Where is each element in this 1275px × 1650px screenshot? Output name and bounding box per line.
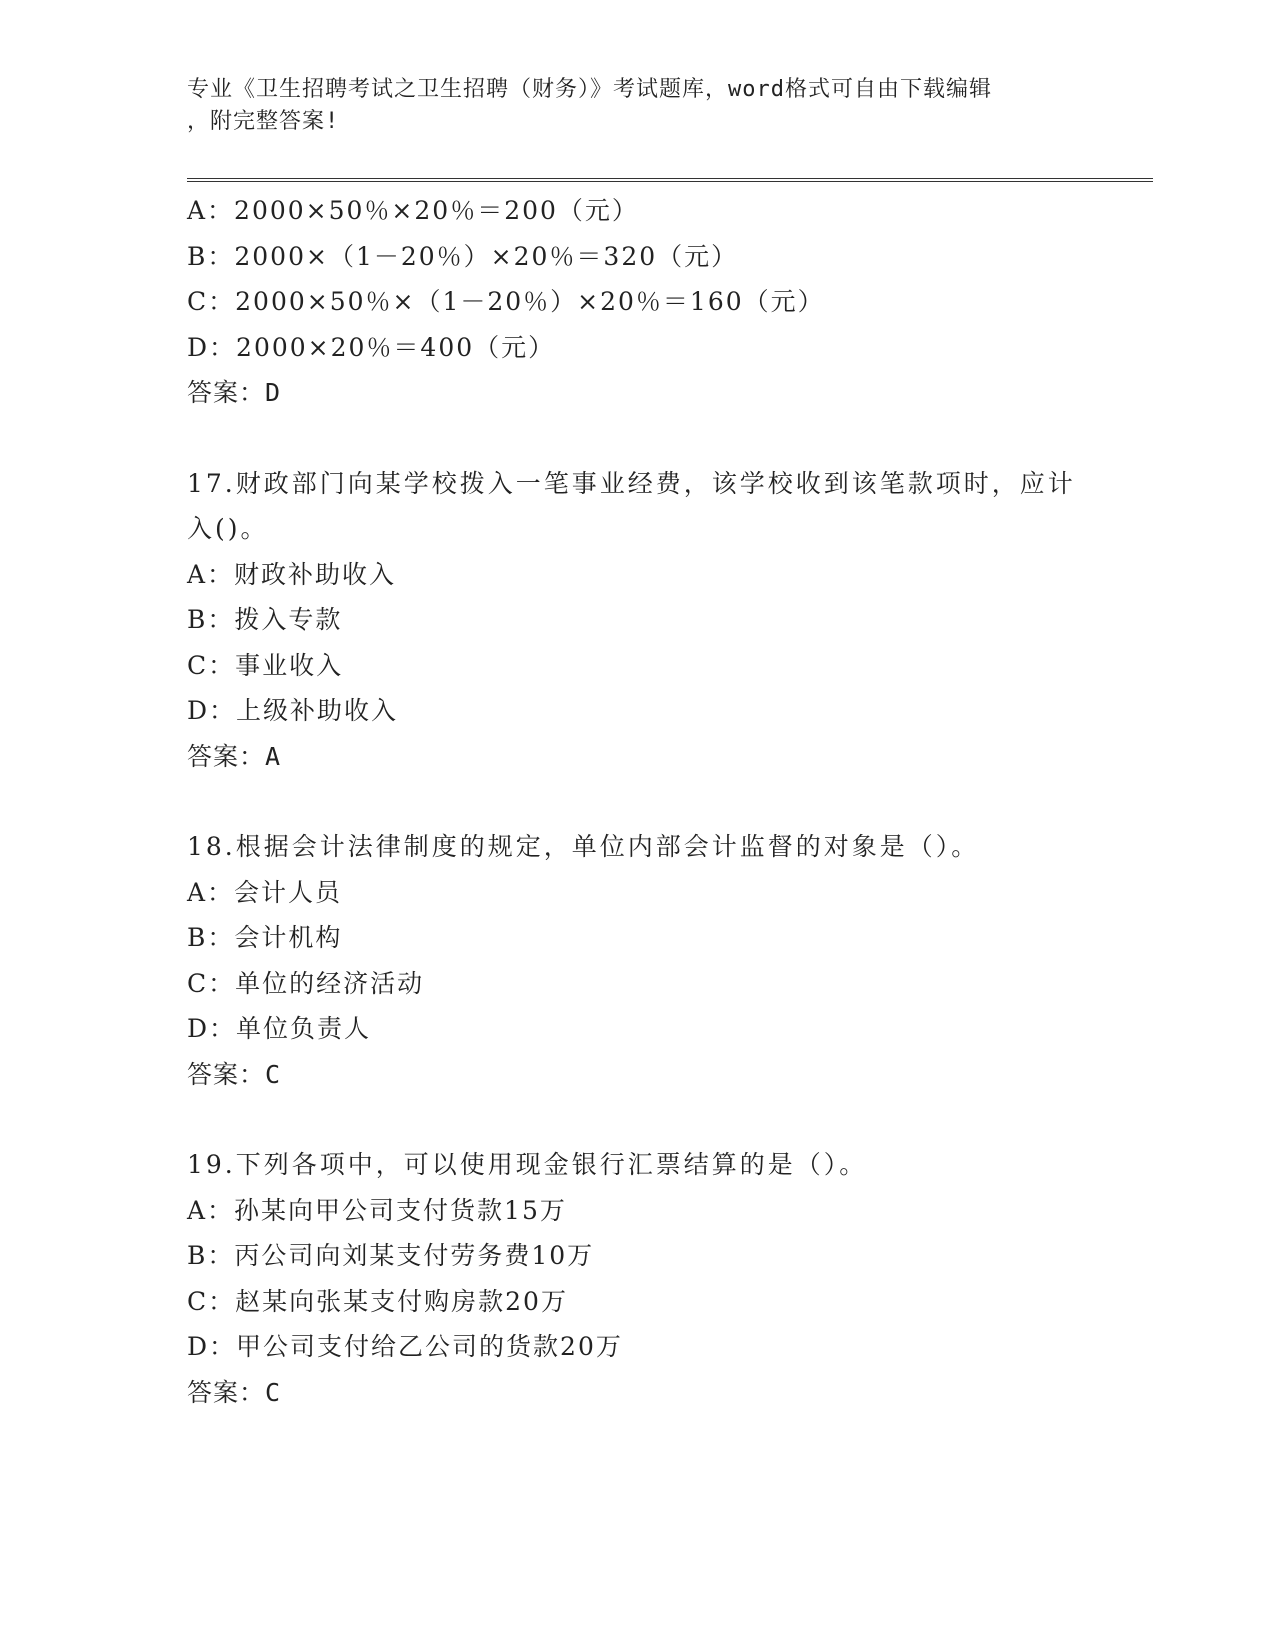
option-d: D：单位负责人 <box>187 1014 372 1043</box>
question-stem: 18.根据会计法律制度的规定，单位内部会计监督的对象是（）。 <box>187 832 980 861</box>
option-c: C：事业收入 <box>187 650 344 680</box>
option-b: B：会计机构 <box>187 923 343 952</box>
option-a: A：财政补助收入 <box>187 559 397 589</box>
question-17 <box>187 461 1087 780</box>
option-b: B：2000×（1－20％）×20％＝320（元） <box>187 241 739 271</box>
question-list <box>187 188 1087 1415</box>
question-19 <box>187 1142 1087 1415</box>
answer: 答案：D <box>187 378 282 407</box>
question-stem: 19.下列各项中，可以使用现金银行汇票结算的是（）。 <box>187 1150 868 1179</box>
header-divider <box>187 178 1153 182</box>
option-b: B：拨入专款 <box>187 605 343 634</box>
question-18 <box>187 824 1087 1097</box>
answer: 答案：C <box>187 1059 282 1089</box>
option-d: D：上级补助收入 <box>187 696 399 725</box>
option-a: A：2000×50％×20％＝200（元） <box>187 196 639 225</box>
question-stem: 17.财政部门向某学校拨入一笔事业经费，该学校收到该笔款项时，应计入()。 <box>187 468 1076 543</box>
option-d: D：2000×20％＝400（元） <box>187 332 556 362</box>
option-a: A：会计人员 <box>187 877 343 907</box>
option-d: D：甲公司支付给乙公司的货款20万 <box>187 1332 623 1361</box>
header-title-line2: ，附完整答案! <box>187 109 340 134</box>
question-16 <box>187 188 1087 416</box>
option-b: B：丙公司向刘某支付劳务费10万 <box>187 1241 595 1270</box>
option-c: C：赵某向张某支付购房款20万 <box>187 1286 568 1316</box>
header-title-line1: 专业《卫生招聘考试之卫生招聘（财务）》考试题库，word格式可自由下载编辑 <box>187 77 992 102</box>
option-a: A：孙某向甲公司支付货款15万 <box>187 1195 567 1225</box>
answer: 答案：C <box>187 1377 282 1407</box>
option-c: C：2000×50％×（1－20％）×20％＝160（元） <box>187 287 825 316</box>
document-header <box>187 74 1067 138</box>
option-c: C：单位的经济活动 <box>187 968 425 998</box>
answer: 答案：A <box>187 741 282 771</box>
